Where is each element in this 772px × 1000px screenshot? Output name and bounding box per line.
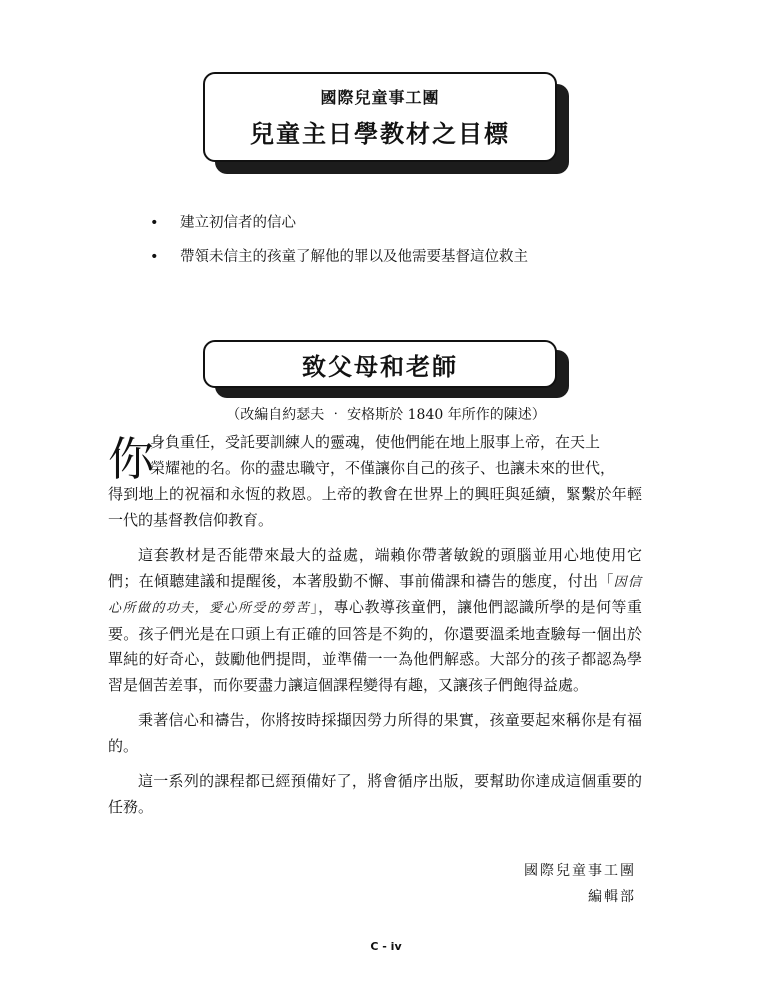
paragraph-1-line-2: 榮耀祂的名。你的盡忠職守，不僅讓你自己的孩子、也讓未來的世代， [150,458,616,477]
list-item-text: 建立初信者的信心 [180,215,296,231]
scripture-quote: 因信心所做的功夫，愛心所受的勞苦 [108,574,642,616]
list-item-text: 帶領未信主的孩童了解他的罪以及他需要基督這位救主 [180,249,528,265]
paragraph-2 [108,543,642,698]
section-title-box [203,340,557,388]
list-item [150,206,528,240]
bullet-icon: • [150,249,159,265]
paragraph-1 [108,430,642,533]
paragraph-2-text: 這套教材是否能帶來最大的益處，端賴你帶著敏銳的頭腦並用心地使用它們；在傾聽建議和提醒後，本著殷勤不懈、事前備課和禱告的態度，付出「 [108,546,642,590]
header-title-box [203,72,557,162]
list-item [150,240,528,274]
bullet-icon: • [150,215,159,231]
signature-dept: 編輯部 [588,889,636,905]
section-title: 致父母和老師 [302,352,458,381]
page-number: C - iv [370,940,402,953]
attribution: （改編自約瑟夫 ‧ 安格斯於 1840 年所作的陳述） [226,407,546,423]
organization-name: 國際兒童事工團 [320,88,440,107]
paragraph-1-line-1: 身負重任，受託要訓練人的靈魂，使他們能在地上服事上帝，在天上 [150,433,601,451]
goals-list [150,206,528,274]
signature-org: 國際兒童事工團 [524,863,636,879]
paragraph-1-rest: 得到地上的祝福和永恆的救恩。上帝的教會在世界上的興旺與延續，緊繫於年輕一代的基督教信仰教育。 [108,485,642,529]
signature [524,858,636,910]
paragraph-3: 秉著信心和禱告，你將按時採擷因勞力所得的果實，孩童要起來稱你是有福的。 [108,711,642,755]
box-frame [203,72,557,162]
page-title: 兒童主日學教材之目標 [250,120,510,148]
drop-cap: 你 [108,432,154,486]
paragraph-4: 這一系列的課程都已經預備好了，將會循序出版，要幫助你達成這個重要的任務。 [108,772,642,816]
box-frame [203,340,557,388]
letter-body [108,430,642,830]
paragraph-2-text-continued: 」，專心教導孩童們，讓他們認識所學的是何等重要。孩子們光是在口頭上有正確的回答是不夠的，你還要溫柔地查驗每一個出於單純的好奇心，鼓勵他們提問，並準備一一為他們解惑。大部分的孩子都認為學習是個苦差事，而你要盡力讓這個課程變得有趣，又讓孩子們飽得益處。 [108,598,642,694]
